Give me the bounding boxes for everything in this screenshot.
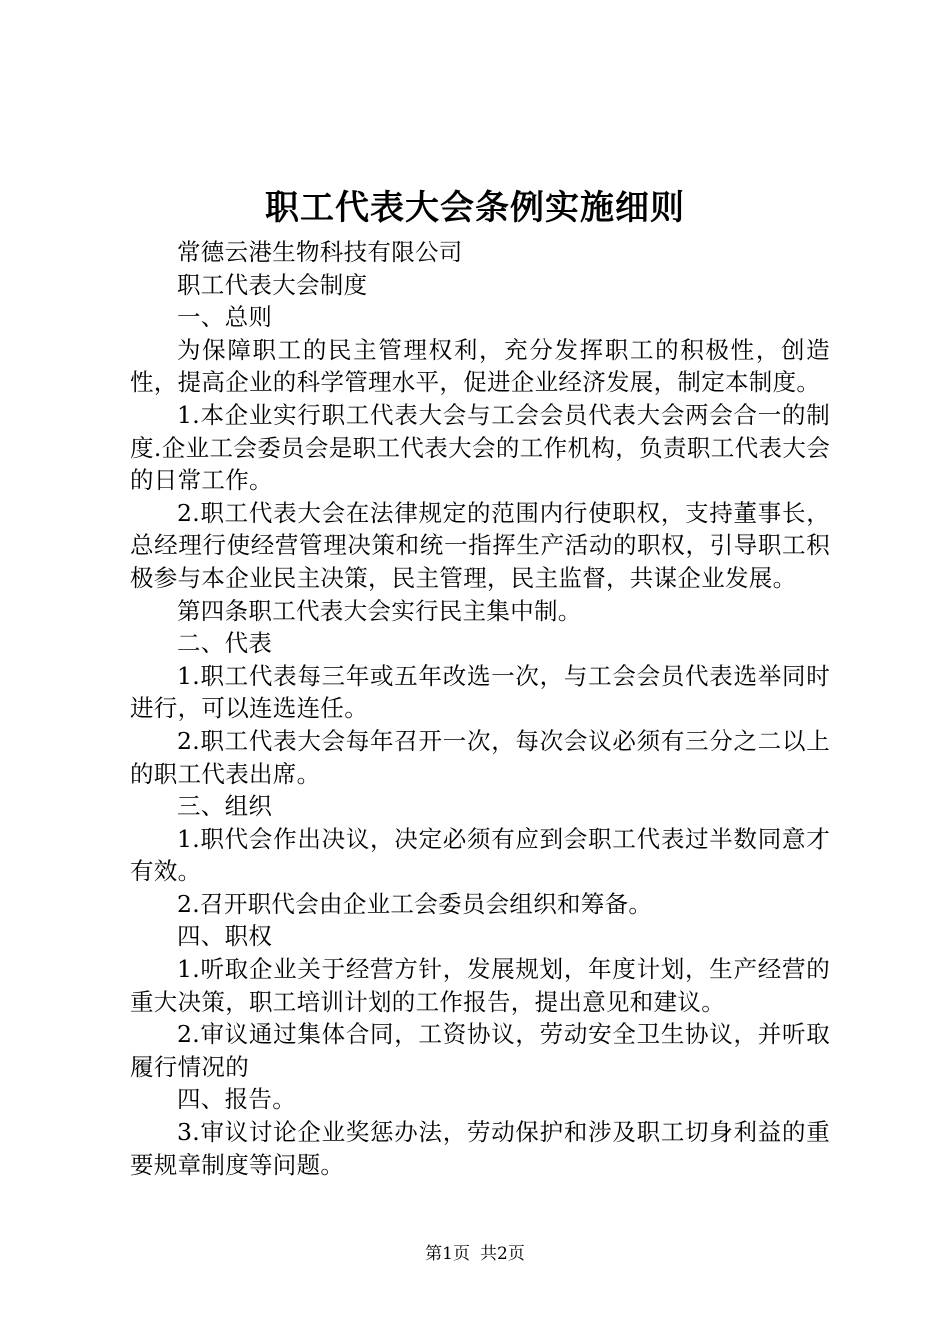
paragraph: 2.职工代表大会每年召开一次，每次会议必须有三分之二以上的职工代表出席。 xyxy=(130,726,830,788)
section-heading-powers: 四、职权 xyxy=(177,922,273,951)
paragraph: 2.召开职代会由企业工会委员会组织和筹备。 xyxy=(177,889,653,918)
document-body xyxy=(130,236,830,1181)
paragraph: 1.本企业实行职工代表大会与工会会员代表大会两会合一的制度.企业工会委员会是职工代表大会的工作机构，负责职工代表大会的日常工作。 xyxy=(130,400,830,495)
section-heading-organization: 三、组织 xyxy=(177,792,273,821)
paragraph: 四、报告。 xyxy=(177,1085,296,1114)
document-title: 职工代表大会条例实施细则 xyxy=(265,188,685,228)
page-number: 第1页 xyxy=(425,1244,470,1264)
page-footer xyxy=(0,1242,950,1266)
paragraph: 1.职工代表每三年或五年改选一次，与工会会员代表选举同时进行，可以连选连任。 xyxy=(130,661,830,723)
paragraph: 3.审议讨论企业奖惩办法，劳动保护和涉及职工切身利益的重要规章制度等问题。 xyxy=(130,1118,830,1179)
paragraph: 第四条职工代表大会实行民主集中制。 xyxy=(177,596,582,625)
paragraph: 1.听取企业关于经营方针，发展规划，年度计划，生产经营的重大决策，职工培训计划的工作报告，提出意见和建议。 xyxy=(130,955,830,1016)
paragraph: 2.审议通过集体合同，工资协议，劳动安全卫生协议，并听取履行情况的 xyxy=(130,1020,830,1081)
paragraph: 1.职代会作出决议，决定必须有应到会职工代表过半数同意才有效。 xyxy=(130,824,830,886)
paragraph-company-name: 常德云港生物科技有限公司 xyxy=(177,238,463,266)
section-heading-representatives: 二、代表 xyxy=(177,629,273,658)
paragraph-system-name: 职工代表大会制度 xyxy=(177,270,368,299)
page-total: 共2页 xyxy=(480,1244,525,1264)
paragraph: 2.职工代表大会在法律规定的范围内行使职权，支持董事长，总经理行使经营管理决策和统一指挥生产活动的职权，引导职工积极参与本企业民主决策，民主管理，民主监督，共谋企业发展。 xyxy=(130,498,830,592)
paragraph: 为保障职工的民主管理权利，充分发挥职工的积极性，创造性，提高企业的科学管理水平，促进企业经济发展，制定本制度。 xyxy=(130,335,830,397)
section-heading-general: 一、总则 xyxy=(177,303,273,332)
